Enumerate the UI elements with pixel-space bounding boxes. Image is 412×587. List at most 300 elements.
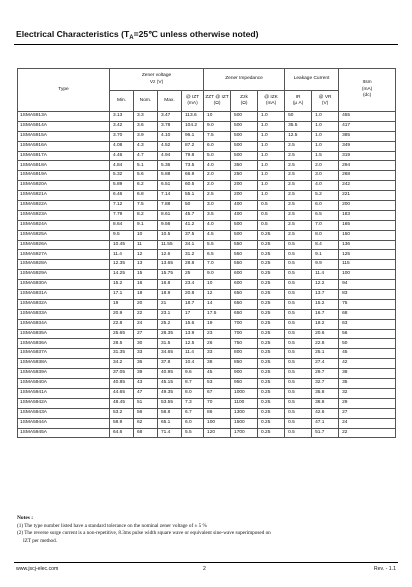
- table-row: [18, 161, 396, 171]
- table-cell: 16.7: [312, 309, 339, 319]
- table-cell: 500: [231, 151, 258, 161]
- table-cell: 0.25: [258, 230, 285, 240]
- table-cell: 0.25: [258, 428, 285, 438]
- table-row: [18, 408, 396, 418]
- table-row: [18, 359, 396, 369]
- table-cell: 5.1: [134, 161, 158, 171]
- table-cell: 7.5: [134, 201, 158, 211]
- table-cell: 37.8: [158, 359, 182, 369]
- table-cell: 30: [134, 339, 158, 349]
- header-izk: @ IZK (mA): [258, 91, 285, 112]
- table-cell: 2.0: [312, 161, 339, 171]
- table-cell: 15.6: [182, 319, 204, 329]
- table-cell: 349: [339, 141, 396, 151]
- table-cell: 0.5: [285, 369, 312, 379]
- table-cell: 13.7: [312, 290, 339, 300]
- table-cell: 0.5: [285, 339, 312, 349]
- table-cell: 0.25: [258, 309, 285, 319]
- table-cell: 6.0: [312, 201, 339, 211]
- table-cell: 75: [339, 299, 396, 309]
- table-cell: 0.5: [258, 210, 285, 220]
- table-cell: 0.5: [285, 349, 312, 359]
- table-cell: 0.25: [258, 299, 285, 309]
- table-cell: 6.0: [182, 418, 204, 428]
- table-cell: 28.35: [158, 329, 182, 339]
- header-max: Max.: [158, 91, 182, 112]
- table-cell: 83: [339, 290, 396, 300]
- table-cell: 2.5: [285, 210, 312, 220]
- table-cell: 0.5: [285, 309, 312, 319]
- table-cell: 31.5: [158, 339, 182, 349]
- table-cell: 53: [204, 379, 231, 389]
- table-cell: 417: [339, 121, 396, 131]
- table-cell: 25.2: [158, 319, 182, 329]
- table-cell: 100: [339, 270, 396, 280]
- table-cell: 14: [204, 299, 231, 309]
- type-cell: 1SMA5934A: [18, 319, 110, 329]
- table-cell: 1100: [231, 398, 258, 408]
- table-cell: 32.7: [312, 379, 339, 389]
- table-row: [18, 250, 396, 260]
- table-cell: 35: [339, 379, 396, 389]
- table-cell: 0.5: [285, 428, 312, 438]
- table-cell: 10.45: [110, 240, 134, 250]
- table-cell: 9.56: [158, 220, 182, 230]
- table-cell: 73.5: [182, 161, 204, 171]
- table-cell: 55.1: [182, 191, 204, 201]
- table-cell: 3.0: [312, 171, 339, 181]
- table-cell: 0.5: [285, 280, 312, 290]
- table-row: [18, 319, 396, 329]
- table-cell: 1.0: [258, 131, 285, 141]
- table-cell: 3.78: [158, 121, 182, 131]
- table-row: [18, 151, 396, 161]
- table-cell: 38: [339, 369, 396, 379]
- table-cell: 18.9: [158, 290, 182, 300]
- table-cell: 32: [339, 388, 396, 398]
- table-cell: 38.8: [312, 398, 339, 408]
- table-cell: 70: [204, 398, 231, 408]
- table-cell: 34.1: [182, 240, 204, 250]
- table-cell: 0.25: [258, 319, 285, 329]
- table-cell: 5.5: [204, 240, 231, 250]
- table-cell: 7.5: [204, 131, 231, 141]
- table-row: [18, 220, 396, 230]
- type-cell: 1SMA5938A: [18, 359, 110, 369]
- table-cell: 600: [231, 270, 258, 280]
- table-cell: 4.0: [204, 220, 231, 230]
- table-cell: 15.2: [312, 299, 339, 309]
- table-cell: 21: [158, 299, 182, 309]
- table-cell: 0.25: [258, 339, 285, 349]
- table-cell: 5.2: [312, 191, 339, 201]
- type-cell: 1SMA5920A: [18, 181, 110, 191]
- table-cell: 33: [204, 349, 231, 359]
- table-cell: 45: [204, 369, 231, 379]
- table-cell: 3.6: [134, 121, 158, 131]
- type-cell: 1SMA5927A: [18, 250, 110, 260]
- table-cell: 56: [339, 329, 396, 339]
- table-cell: 7.14: [158, 191, 182, 201]
- table-cell: 47.1: [312, 418, 339, 428]
- table-cell: 56: [134, 408, 158, 418]
- table-cell: 4.52: [158, 141, 182, 151]
- table-row: [18, 201, 396, 211]
- table-cell: 120: [204, 428, 231, 438]
- table-cell: 39: [134, 369, 158, 379]
- table-cell: 500: [231, 141, 258, 151]
- table-cell: 22.8: [110, 319, 134, 329]
- table-cell: 4.94: [158, 151, 182, 161]
- table-cell: 43: [134, 379, 158, 389]
- table-cell: 0.25: [258, 418, 285, 428]
- table-cell: 79.8: [182, 151, 204, 161]
- table-cell: 26: [204, 339, 231, 349]
- type-cell: 1SMA5943A: [18, 408, 110, 418]
- table-cell: 68: [339, 309, 396, 319]
- table-cell: 10: [204, 280, 231, 290]
- table-cell: 0.5: [285, 319, 312, 329]
- footer-page-number: 2: [203, 566, 206, 572]
- table-cell: 10.5: [158, 230, 182, 240]
- table-cell: 15: [134, 270, 158, 280]
- table-cell: 63: [339, 319, 396, 329]
- table-row: [18, 121, 396, 131]
- table-cell: 250: [231, 171, 258, 181]
- table-cell: 1.0: [258, 121, 285, 131]
- table-cell: 4.08: [110, 141, 134, 151]
- type-cell: 1SMA5919A: [18, 171, 110, 181]
- table-cell: 221: [339, 191, 396, 201]
- table-cell: 3.9: [134, 131, 158, 141]
- table-cell: 700: [231, 329, 258, 339]
- table-cell: 4.0: [312, 181, 339, 191]
- table-row: [18, 141, 396, 151]
- footer-website: www.jscj-elec.com: [16, 566, 59, 572]
- table-row: [18, 270, 396, 280]
- table-cell: 28.5: [110, 339, 134, 349]
- table-cell: 50: [182, 201, 204, 211]
- table-cell: 20.6: [312, 329, 339, 339]
- table-cell: 0.25: [258, 359, 285, 369]
- table-cell: 0.5: [285, 418, 312, 428]
- table-cell: 7.0: [312, 220, 339, 230]
- table-cell: 800: [231, 349, 258, 359]
- table-cell: 40.95: [158, 369, 182, 379]
- table-cell: 29: [339, 398, 396, 408]
- table-cell: 0.5: [285, 379, 312, 389]
- table-cell: 6.5: [312, 210, 339, 220]
- table-cell: 31.2: [182, 250, 204, 260]
- table-cell: 25: [182, 270, 204, 280]
- type-cell: 1SMA5915A: [18, 131, 110, 141]
- header-type: Type: [18, 69, 110, 112]
- table-cell: 2.5: [285, 161, 312, 171]
- table-cell: 13.9: [182, 329, 204, 339]
- type-cell: 1SMA5923A: [18, 210, 110, 220]
- table-cell: 0.5: [285, 270, 312, 280]
- table-cell: 385: [339, 131, 396, 141]
- table-cell: 36: [134, 359, 158, 369]
- table-cell: 0.25: [258, 329, 285, 339]
- type-cell: 1SMA5926A: [18, 240, 110, 250]
- table-cell: 500: [231, 220, 258, 230]
- table-cell: 1.0: [312, 131, 339, 141]
- table-cell: 0.5: [285, 250, 312, 260]
- table-cell: 18: [134, 290, 158, 300]
- table-cell: 38: [204, 359, 231, 369]
- table-cell: 3.3: [134, 112, 158, 122]
- table-cell: 65.1: [158, 418, 182, 428]
- table-cell: 0.5: [285, 290, 312, 300]
- table-cell: 15.2: [110, 280, 134, 290]
- table-cell: 53.55: [158, 398, 182, 408]
- table-cell: 27: [339, 408, 396, 418]
- table-cell: 13: [134, 260, 158, 270]
- bottom-rule: [14, 562, 398, 563]
- table-cell: 9.5: [110, 230, 134, 240]
- table-cell: 0.25: [258, 290, 285, 300]
- table-cell: 2.5: [285, 181, 312, 191]
- table-cell: 22: [339, 428, 396, 438]
- table-row: [18, 181, 396, 191]
- table-cell: 4.7: [134, 151, 158, 161]
- table-cell: 2.5: [285, 151, 312, 161]
- type-cell: 1SMA5924A: [18, 220, 110, 230]
- top-rule: [14, 44, 398, 45]
- table-cell: 12.5: [182, 339, 204, 349]
- table-cell: 500: [231, 112, 258, 122]
- table-cell: 34.65: [158, 349, 182, 359]
- table-cell: 12.6: [158, 250, 182, 260]
- table-cell: 1.0: [258, 151, 285, 161]
- table-cell: 2.0: [204, 171, 231, 181]
- table-cell: 4.10: [158, 131, 182, 141]
- note-2-continued: IZT per method.: [23, 537, 58, 544]
- table-cell: 35.5: [285, 121, 312, 131]
- table-cell: 58.9: [110, 418, 134, 428]
- type-cell: 1SMA5935A: [18, 329, 110, 339]
- table-cell: 41.2: [182, 220, 204, 230]
- table-cell: 0.5: [285, 398, 312, 408]
- table-row: [18, 191, 396, 201]
- table-cell: 9.1: [134, 220, 158, 230]
- table-cell: 33: [134, 349, 158, 359]
- table-row: [18, 379, 396, 389]
- table-cell: 45.7: [182, 210, 204, 220]
- table-cell: 7.12: [110, 201, 134, 211]
- table-cell: 20: [134, 299, 158, 309]
- table-cell: 200: [231, 181, 258, 191]
- table-cell: 6.8: [134, 191, 158, 201]
- table-cell: 3.13: [110, 112, 134, 122]
- table-cell: 165: [339, 220, 396, 230]
- table-cell: 0.25: [258, 250, 285, 260]
- table-cell: 3.70: [110, 131, 134, 141]
- type-cell: 1SMA5914A: [18, 121, 110, 131]
- table-cell: 0.25: [258, 349, 285, 359]
- table-row: [18, 329, 396, 339]
- table-cell: 5.89: [110, 181, 134, 191]
- table-cell: 700: [231, 319, 258, 329]
- table-cell: 1.0: [258, 181, 285, 191]
- table-cell: 11.4: [182, 349, 204, 359]
- table-cell: 7.79: [110, 210, 134, 220]
- table-cell: 4.46: [110, 151, 134, 161]
- table-cell: 1300: [231, 408, 258, 418]
- table-cell: 550: [231, 260, 258, 270]
- table-cell: 11.4: [110, 250, 134, 260]
- table-body: [18, 112, 396, 438]
- table-cell: 4.84: [110, 161, 134, 171]
- type-cell: 1SMA5925A: [18, 230, 110, 240]
- table-cell: 96.1: [182, 131, 204, 141]
- table-cell: 42.6: [312, 408, 339, 418]
- type-cell: 1SMA5940A: [18, 379, 110, 389]
- table-cell: 0.25: [258, 369, 285, 379]
- table-row: [18, 428, 396, 438]
- table-cell: 15.75: [158, 270, 182, 280]
- note-2: (2) The reverse surge current is a non-repetitive, 8.3ms pulse width square wave or equivalent sine-wave superimposed on: [17, 530, 271, 537]
- table-cell: 58.8: [158, 408, 182, 418]
- table-cell: 64.6: [110, 428, 134, 438]
- table-cell: 28.8: [182, 260, 204, 270]
- table-cell: 3.5: [204, 210, 231, 220]
- table-cell: 86: [204, 408, 231, 418]
- table-cell: 25.65: [110, 329, 134, 339]
- table-cell: 37.5: [182, 230, 204, 240]
- table-cell: 0.5: [285, 299, 312, 309]
- table-cell: 6.0: [204, 141, 231, 151]
- table-cell: 5.36: [158, 161, 182, 171]
- table-cell: 16: [134, 280, 158, 290]
- header-leakage-current: Leakage Current: [285, 69, 339, 91]
- table-cell: 4.0: [204, 161, 231, 171]
- table-cell: 10: [134, 230, 158, 240]
- table-cell: 14.25: [110, 270, 134, 280]
- table-cell: 49.35: [158, 388, 182, 398]
- table-row: [18, 131, 396, 141]
- table-cell: 500: [231, 131, 258, 141]
- table-cell: 5.32: [110, 171, 134, 181]
- table-cell: 650: [231, 299, 258, 309]
- table-cell: 9.1: [312, 250, 339, 260]
- table-cell: 0.25: [258, 260, 285, 270]
- table-row: [18, 388, 396, 398]
- table-row: [18, 171, 396, 181]
- table-row: [18, 299, 396, 309]
- table-cell: 68: [134, 428, 158, 438]
- table-row: [18, 369, 396, 379]
- table-cell: 60.5: [182, 181, 204, 191]
- table-cell: 5.88: [158, 171, 182, 181]
- table-cell: 17.5: [204, 309, 231, 319]
- type-cell: 1SMA5918A: [18, 161, 110, 171]
- table-cell: 650: [231, 309, 258, 319]
- table-cell: 66.9: [182, 171, 204, 181]
- table-cell: 0.5: [285, 260, 312, 270]
- table-cell: 7.3: [182, 398, 204, 408]
- table-cell: 136: [339, 240, 396, 250]
- type-cell: 1SMA5944A: [18, 418, 110, 428]
- type-cell: 1SMA5922A: [18, 201, 110, 211]
- title-text: Electrical Characteristics (T: [16, 29, 130, 39]
- table-cell: 19: [110, 299, 134, 309]
- type-cell: 1SMA5942A: [18, 398, 110, 408]
- table-cell: 900: [231, 369, 258, 379]
- table-cell: 1.0: [312, 141, 339, 151]
- type-cell: 1SMA5939A: [18, 369, 110, 379]
- table-cell: 11.4: [312, 270, 339, 280]
- table-cell: 8.0: [182, 388, 204, 398]
- header-min: Min.: [110, 91, 134, 112]
- table-cell: 67: [204, 388, 231, 398]
- table-cell: 500: [231, 230, 258, 240]
- table-cell: 6.46: [110, 191, 134, 201]
- table-cell: 242: [339, 181, 396, 191]
- table-cell: 0.5: [285, 408, 312, 418]
- table-cell: 7.88: [158, 201, 182, 211]
- table-cell: 113.6: [182, 112, 204, 122]
- characteristics-table: [17, 68, 396, 438]
- table-cell: 200: [339, 201, 396, 211]
- notes: [17, 515, 397, 545]
- table-cell: 22: [134, 309, 158, 319]
- table-row: [18, 210, 396, 220]
- table-cell: 0.25: [258, 388, 285, 398]
- header-zener-impedance: Zener Impedance: [204, 69, 285, 91]
- table-cell: 17: [182, 309, 204, 319]
- table-cell: 400: [231, 201, 258, 211]
- table-cell: 31.35: [110, 349, 134, 359]
- table-cell: 0.25: [258, 270, 285, 280]
- header-zzt: ZZT @ IZT (Ω): [204, 91, 231, 112]
- table-cell: 6.2: [134, 181, 158, 191]
- table-cell: 87.2: [182, 141, 204, 151]
- table-row: [18, 309, 396, 319]
- table-cell: 0.5: [285, 388, 312, 398]
- table-cell: 1.0: [258, 141, 285, 151]
- table-row: [18, 240, 396, 250]
- table-row: [18, 418, 396, 428]
- header-nom: Nom.: [134, 91, 158, 112]
- table-cell: 2.5: [285, 141, 312, 151]
- table-row: [18, 339, 396, 349]
- table-cell: 5.0: [204, 151, 231, 161]
- type-cell: 1SMA5932A: [18, 299, 110, 309]
- table-cell: 8.0: [312, 230, 339, 240]
- table-cell: 115: [339, 260, 396, 270]
- table-cell: 20.8: [182, 290, 204, 300]
- table-cell: 550: [231, 240, 258, 250]
- table-cell: 268: [339, 171, 396, 181]
- table-cell: 35.8: [312, 388, 339, 398]
- table-cell: 6.5: [204, 250, 231, 260]
- table-cell: 350: [231, 161, 258, 171]
- title-subscript: A: [129, 35, 134, 41]
- table-cell: 45: [339, 349, 396, 359]
- table-cell: 18.7: [182, 299, 204, 309]
- table-cell: 25.1: [312, 349, 339, 359]
- table-cell: 50: [285, 112, 312, 122]
- table-cell: 4.3: [134, 141, 158, 151]
- table-cell: 71.4: [158, 428, 182, 438]
- type-cell: 1SMA5931A: [18, 290, 110, 300]
- table-cell: 455: [339, 112, 396, 122]
- table-cell: 1500: [231, 418, 258, 428]
- type-cell: 1SMA5916A: [18, 141, 110, 151]
- table-cell: 2.5: [285, 220, 312, 230]
